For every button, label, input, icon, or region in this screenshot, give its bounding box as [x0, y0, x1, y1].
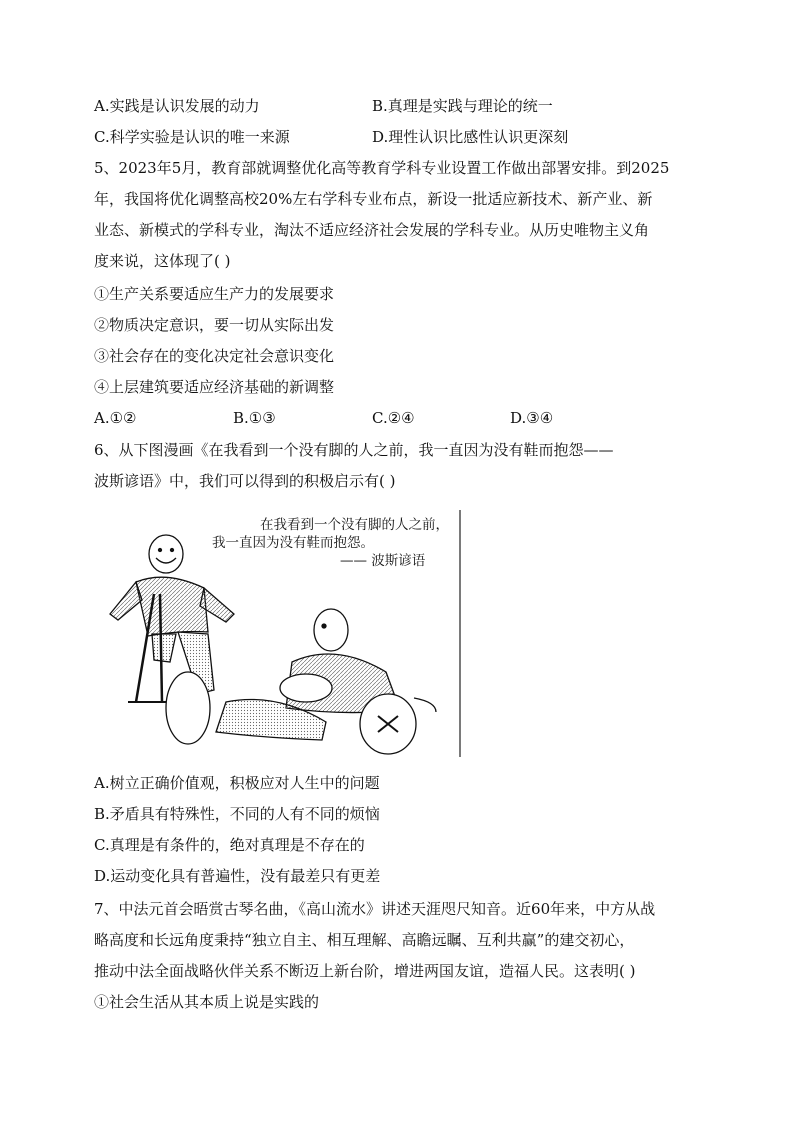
q5-statement-2: ②物质决定意识，要一切从实际出发: [94, 316, 335, 334]
q6-option-c: C.真理是有条件的，绝对真理是不存在的: [94, 836, 365, 854]
q5-stem-line-4: 度来说，这体现了( ): [94, 252, 231, 270]
standing-man-figure: [110, 535, 234, 702]
q6-stem-line-2: 波斯谚语》中，我们可以得到的积极启示有( ): [94, 472, 396, 490]
q5-statement-1: ①生产关系要适应生产力的发展要求: [94, 285, 335, 303]
q4-option-a: A.实践是认识发展的动力: [94, 97, 260, 115]
cartoon-caption-line-2: 我一直因为没有鞋而抱怨。: [212, 535, 374, 551]
q5-option-a: A.①②: [94, 409, 137, 427]
q7-stem-line-2: 略高度和长远角度秉持“独立自主、相互理解、高瞻远瞩、互利共赢”的建交初心，: [94, 931, 635, 949]
q7-stem-line-1: 7、中法元首会晤赏古琴名曲，《高山流水》讲述天涯咫尺知音。近60年来，中方从战: [94, 900, 656, 918]
q5-option-b: B.①③: [233, 409, 276, 427]
cartoon-caption-line-1: 在我看到一个没有脚的人之前，: [260, 517, 449, 533]
cartoon-caption-line-3: —— 波斯谚语: [340, 553, 426, 569]
q6-option-a: A.树立正确价值观，积极应对人生中的问题: [94, 774, 380, 792]
q5-option-d: D.③④: [510, 409, 554, 427]
cartoon-illustration: [96, 502, 466, 760]
q5-stem-line-3: 业态、新模式的学科专业，淘汰不适应经济社会发展的学科专业。从历史唯物主义角: [94, 221, 650, 239]
q7-stem-line-3: 推动中法全面战略伙伴关系不断迈上新台阶，增进两国友谊，造福人民。这表明( ): [94, 962, 636, 980]
q5-statement-4: ④上层建筑要适应经济基础的新调整: [94, 378, 335, 396]
q7-statement-1: ①社会生活从其本质上说是实践的: [94, 993, 320, 1011]
q6-stem-line-1: 6、从下图漫画《在我看到一个没有脚的人之前，我一直因为没有鞋而抱怨——: [94, 441, 614, 459]
q4-option-d: D.理性认识比感性认识更深刻: [372, 128, 569, 146]
q5-stem-line-2: 年，我国将优化调整高校20%左右学科专业布点，新设一批适应新技术、新产业、新: [94, 190, 653, 208]
q6-option-b: B.矛盾具有特殊性，不同的人有不同的烦恼: [94, 805, 380, 823]
q5-stem-line-1: 5、2023年5月，教育部就调整优化高等教育学科专业设置工作做出部署安排。到2025: [94, 159, 670, 177]
q5-statement-3: ③社会存在的变化决定社会意识变化: [94, 347, 335, 365]
q4-option-b: B.真理是实践与理论的统一: [372, 97, 553, 115]
q4-option-c: C.科学实验是认识的唯一来源: [94, 128, 290, 146]
q6-option-d: D.运动变化具有普遍性，没有最差只有更差: [94, 867, 381, 885]
q5-option-c: C.②④: [372, 409, 415, 427]
